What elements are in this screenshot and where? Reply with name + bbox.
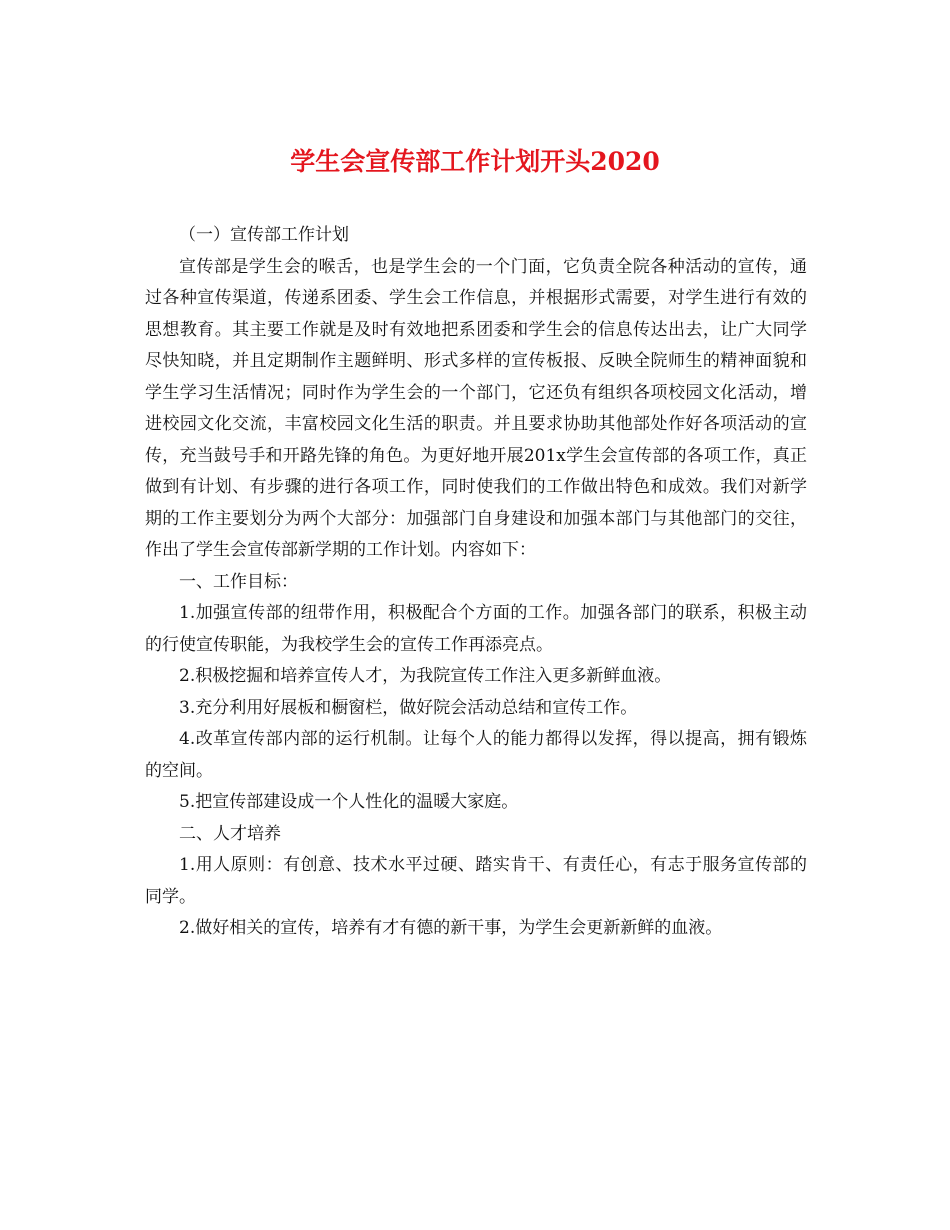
document-title: 学生会宣传部工作计划开头2020 <box>290 147 660 176</box>
document-body <box>145 220 807 945</box>
section-heading-goals: 一、工作目标： <box>179 571 298 592</box>
goal-item-3: 3.充分利用好展板和橱窗栏，做好院会活动总结和宣传工作。 <box>179 697 638 718</box>
goal-item-4: 4.改革宣传部内部的运行机制。让每个人的能力都得以发挥，得以提高，拥有锻炼的空间。 <box>145 729 807 781</box>
intro-paragraph: 宣传部是学生会的喉舌，也是学生会的一个门面，它负责全院各种活动的宣传，通过各种宣传渠道，传递系团委、学生会工作信息，并根据形式需要，对学生进行有效的思想教育。其主要工作就是及时有效地把系团委和学生会的信息传达出去，让广大同学尽快知晓，并且定期制作主题鲜明、形式多样的宣传板报、反映全院师生的精神面貌和学生学习生活情况；同时作为学生会的一个部门，它还负有组织各项校园文化活动，增进校园文化交流，丰富校园文化生活的职责。并且要求协助其他部处作好各项活动的宣传，充当鼓号手和开路先锋的角色。为更好地开展201x学生会宣传部的各项工作，真正做到有计划、有步骤的进行各项工作，同时使我们的工作做出特色和成效。我们对新学期的工作主要划分为两个大部分：加强部门自身建设和加强本部门与其他部门的交往，作出了学生会宣传部新学期的工作计划。内容如下： <box>145 256 807 560</box>
goal-item-2: 2.积极挖掘和培养宣传人才，为我院宣传工作注入更多新鲜血液。 <box>179 666 672 686</box>
goal-item-5: 5.把宣传部建设成一个人性化的温暖大家庭。 <box>179 792 519 812</box>
talent-item-1: 1.用人原则：有创意、技术水平过硬、踏实肯干、有责任心，有志于服务宣传部的同学。 <box>145 855 807 907</box>
section-heading-plan: （一）宣传部工作计划 <box>179 225 349 245</box>
talent-item-2: 2.做好相关的宣传，培养有才有德的新干事，为学生会更新新鲜的血液。 <box>179 918 723 938</box>
section-heading-talent: 二、人才培养 <box>179 823 281 844</box>
goal-item-1: 1.加强宣传部的纽带作用，积极配合个方面的工作。加强各部门的联系，积极主动的行使宣传职能，为我校学生会的宣传工作再添亮点。 <box>145 603 807 655</box>
